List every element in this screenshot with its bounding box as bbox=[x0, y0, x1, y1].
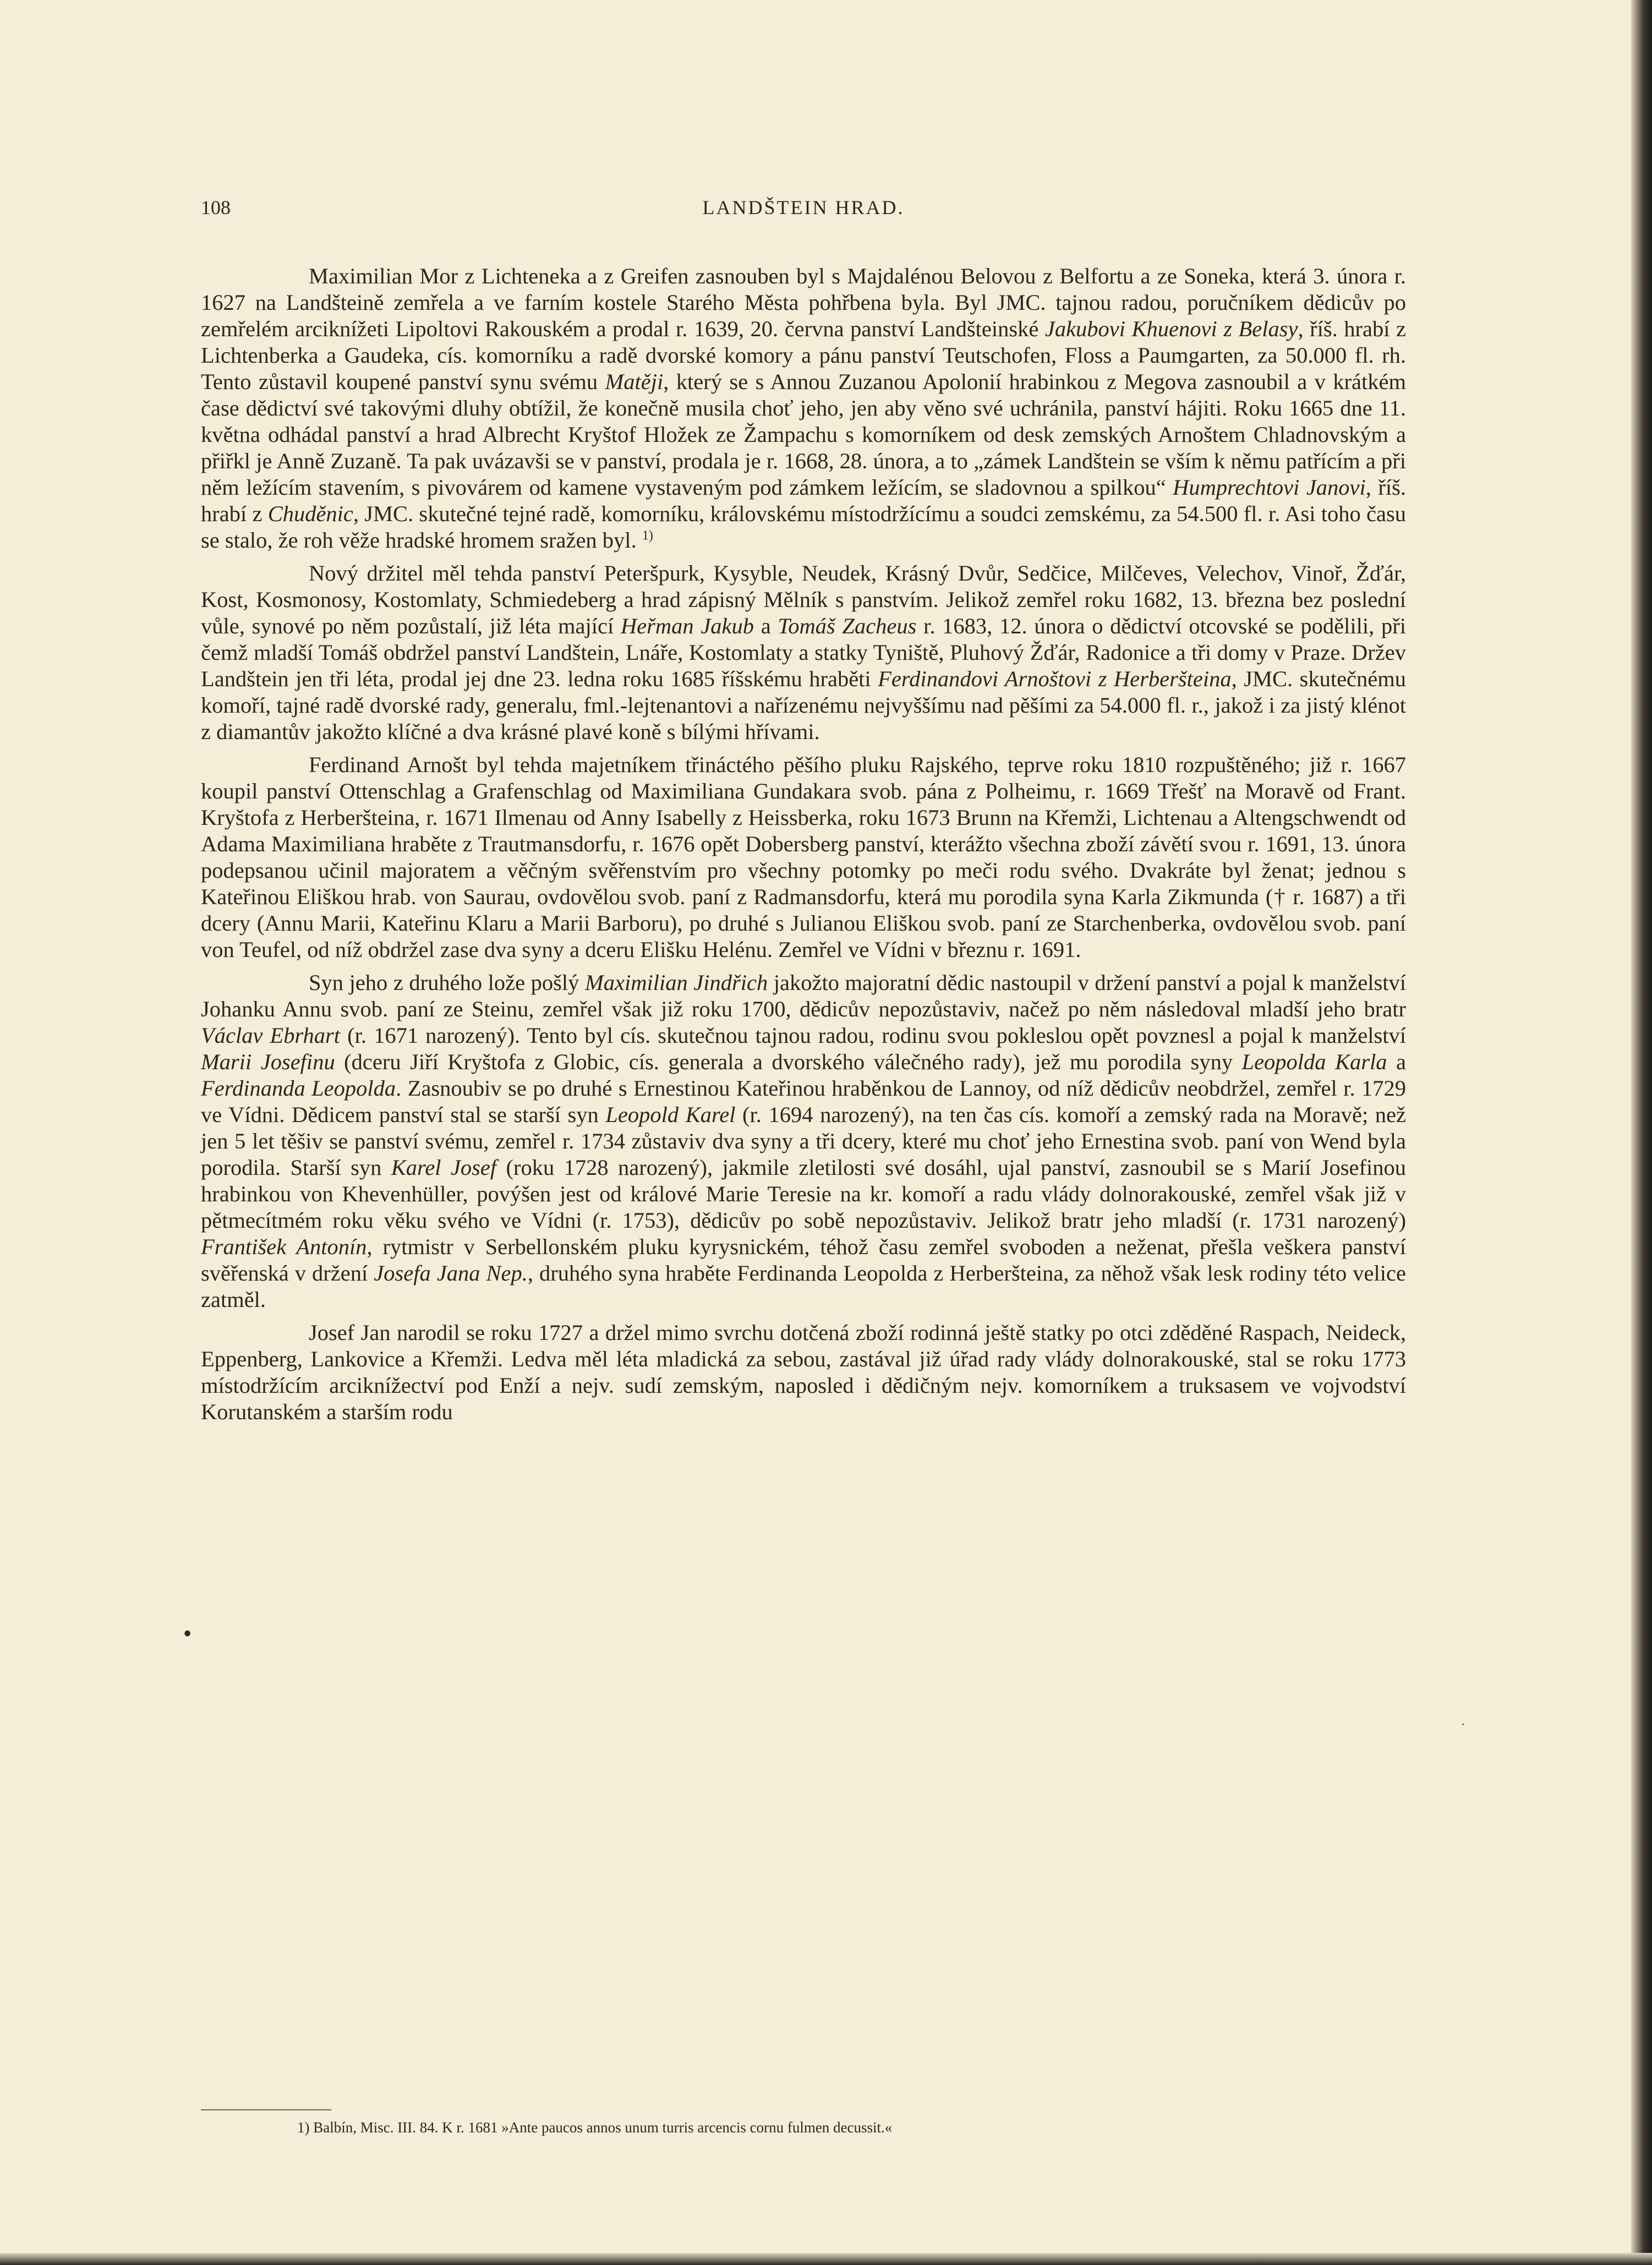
text-run: . Zasnoubiv se po druhé s Ernestinou Kateřinou hraběnkou de Lannoy, od níž dědicův neobdržel, zemřel r. 1729 ve Vídni. Dědicem panství stal se starší syn bbox=[201, 1076, 1406, 1127]
italic-name: Matěji bbox=[605, 369, 664, 394]
text-run: a bbox=[754, 614, 778, 638]
paragraph bbox=[201, 263, 1406, 554]
text-run: r. 1683, 12. února o dědictví otcovské se podělili, při čemž mladší Tomáš obdržel panství Landštein, Lnáře, Kostomlaty a statky Tyniště, Pluhový Žďár, Radonice a tři domy v Praze. Držev Landštein jen tři léta, prodal jej dne 23. ledna roku 1685 říšskému hraběti bbox=[201, 614, 1406, 691]
margin-mark: · bbox=[1461, 1717, 1465, 1732]
italic-name: Tomáš Zacheus bbox=[778, 614, 917, 638]
text-run: , JMC. skutečnému komoří, tajné radě dvorské rady, generalu, fml.-lejtenantovi a nařízenému nejvyššímu nad pěšími za 54.000 fl. r., jakož i za jistý klénot z diamantův jakožto klíčné a dva krásné plavé koně s bílými hřívami. bbox=[201, 666, 1406, 744]
page-edge-right bbox=[1631, 0, 1652, 2265]
text-run: Syn jeho z druhého lože pošlý bbox=[309, 970, 585, 995]
italic-name: Václav Ebrhart bbox=[201, 1023, 341, 1048]
text-run: (roku 1728 narozený), jakmile zletilosti své dosáhl, ujal panství, zasnoubil se s Marií Josefinou hrabinkou von Khevenhüller, povýšen jest od králové Marie Teresie na kr. komoří a radu vlády dolnorakouské, zemřel však již v pětmecítmém roku věku svého ve Vídni (r. 1753), dědicův po sobě nepozůstaviv. Jelikož bratr jeho mladší (r. 1731 narozený) bbox=[201, 1155, 1406, 1233]
italic-name: Ferdinandovi Arnoštovi z Herberšteina bbox=[878, 666, 1232, 691]
italic-name: Heřman Jakub bbox=[620, 614, 754, 638]
italic-name: Leopolda Karla bbox=[1241, 1049, 1387, 1074]
text-run: (dceru Jiří Kryštofa z Globic, cís. generala a dvorského válečného rady), jež mu porodila syny bbox=[335, 1049, 1242, 1074]
margin-dot: • bbox=[182, 1623, 194, 1646]
footnote-text: Balbín, Misc. III. 84. K r. 1681 »Ante paucos annos unum turris arcencis cornu fulmen decussit.« bbox=[313, 2119, 893, 2136]
text-run: a bbox=[1387, 1049, 1406, 1074]
italic-name: Leopold Karel bbox=[605, 1102, 736, 1127]
body-text bbox=[201, 263, 1406, 1432]
running-head: LANDŠTEIN HRAD. bbox=[702, 196, 905, 218]
footnote-ref: 1) bbox=[642, 528, 653, 543]
italic-name: František Antonín bbox=[201, 1234, 367, 1259]
page-edge-bottom bbox=[0, 2253, 1652, 2265]
paragraph bbox=[201, 1320, 1406, 1425]
page-number: 108 bbox=[201, 196, 231, 218]
text-run: Ferdinand Arnošt byl tehda majetníkem třináctého pěšího pluku Rajského, teprve roku 1810 rozpuštěného; již r. 1667 koupil panství Ottenschlag a Grafenschlag od Maximiliana Gundakara svob. pána z Polheimu, r. 1669 Třešť na Moravě od Frant. Kryštofa z Herberšteina, r. 1671 Ilmenau od Anny Isabelly z Heissberka, roku 1673 Brunn na Křemži, Lichtenau a Altengschwendt od Adama Maximiliana hraběte z Trautmansdorfu, r. 1676 opět Dobersberg panství, kterážto všechna zboží závětí svou r. 1691, 13. února podepsanou učinil majoratem a věčným svěřenstvím pro všechny potomky po meči rodu svého. Dvakráte byl ženat; jednou s Kateřinou Eliškou hrab. von Saurau, ovdovělou svob. paní z Radmansdorfu, která mu porodila syna Karla Zikmunda († r. 1687) a tři dcery (Annu Marii, Kateřinu Klaru a Marii Barboru), po druhé s Julianou Eliškou svob. paní ze Starchenberka, ovdovělou svob. paní von Teufel, od níž obdržel zase dva syny a dceru Elišku Helénu. Zemřel ve Vídni v březnu r. 1691. bbox=[201, 752, 1406, 962]
text-run: jakožto majoratní dědic nastoupil v držení panství a pojal k manželství Johanku Annu svob. paní ze Steinu, zemřel však již roku 1700, dědicův nepozůstaviv, načež po něm následoval mladší jeho bratr bbox=[201, 970, 1407, 1021]
text-run: (r. 1671 narozený). Tento byl cís. skutečnou tajnou radou, rodinu svou pokleslou opět povznesl a pojal k manželství bbox=[340, 1023, 1406, 1048]
paragraph bbox=[201, 752, 1406, 963]
text-run: , rytmistr v Serbellonském pluku kyrysnickém, téhož času zemřel svoboden a neženat, přešla veškera panství svěřenská v držení bbox=[201, 1234, 1406, 1285]
text-run: Maximilian Mor z Lichteneka a z Greifen zasnouben byl s Majdalénou Belovou z Belfortu a ze Soneka, která 3. února r. 1627 na Landšteině zemřela a ve farním kostele Starého Města pohřbena byla. Byl JMC. tajnou radou, poručníkem dědicův po zemřelém arciknížeti Lipoltovi Rakouském a prodal r. 1639, 20. června panství Landšteinské bbox=[201, 264, 1406, 341]
footnote-rule bbox=[201, 2109, 331, 2110]
text-run: , druhého syna hraběte Ferdinanda Leopolda z Herberšteina, za něhož však lesk rodiny této velice zatměl. bbox=[201, 1261, 1406, 1312]
italic-name: Josefa Jana Nep. bbox=[374, 1261, 528, 1285]
italic-name: Karel Josef bbox=[391, 1155, 497, 1180]
page-header bbox=[201, 196, 1406, 229]
italic-name: Humprechtovi Janovi bbox=[1173, 475, 1366, 500]
text-run: (r. 1694 narozený), na ten čas cís. komoří a zemský rada na Moravě; než jen 5 let těšiv se panství svému, zemřel r. 1734 zůstaviv dva syny a tři dcery, které mu choť jeho Ernestina svob. paní von Wend byla porodila. Starší syn bbox=[201, 1102, 1406, 1180]
italic-name: Jakubovi Khuenovi z Belasy bbox=[1044, 316, 1298, 341]
paragraph bbox=[201, 970, 1406, 1313]
text-run: Nový držitel měl tehda panství Peteršpurk, Kysyble, Neudek, Krásný Dvůr, Sedčice, Milčeves, Velechov, Vinoř, Žďár, Kost, Kosmonosy, Kostomlaty, Schmiedeberg a hrad zápisný Mělník s panstvím. Jelikož zemřel roku 1682, 13. března bez poslední vůle, synové po něm pozůstalí, již léta mající bbox=[201, 561, 1406, 638]
text-run: , který se s Annou Zuzanou Apolonií hrabinkou z Megova zasnoubil a v krátkém čase dědictví své takovými dluhy obtížil, že konečně musila choť jeho, jen aby věno své uchránila, panství hájiti. Roku 1665 dne 11. května odhádal panství a hrad Albrecht Kryštof Hložek ze Žampachu s komorníkem od desk zemských Arnoštem Chladnovským a přiřkl je Anně Zuzaně. Ta pak uvázavši se v panství, prodala je r. 1668, 28. února, a to „zámek Landštein se vším k němu patřícím a při něm ležícím stavením, s pivovárem od kamene vystaveným pod zámkem ležícím, se sladovnou a spilkou“ bbox=[201, 369, 1406, 500]
italic-name: Maximilian Jindřich bbox=[584, 970, 768, 995]
footnote-marker: 1) bbox=[297, 2119, 310, 2136]
italic-name: Ferdinanda Leopolda bbox=[201, 1076, 396, 1101]
italic-name: Chuděnic bbox=[267, 501, 353, 526]
italic-name: Marii Josefinu bbox=[201, 1049, 335, 1074]
text-run: , říš. hrabí z Lichtenberka a Gaudeka, cís. komorníku a radě dvorské komory a pánu panství Teutschofen, Floss a Paumgarten, za 50.000 fl. rh. Tento zůstavil koupené panství synu svému bbox=[201, 316, 1406, 394]
text-run: , JMC. skutečné tejné radě, komorníku, královskému místodržícímu a soudci zemskému, za 54.500 fl. r. Asi toho času se stalo, že roh věže hradské hromem sražen byl. bbox=[201, 501, 1406, 552]
paragraph bbox=[201, 560, 1406, 745]
footnote bbox=[297, 2119, 1288, 2136]
text-run: , říš. hrabí z bbox=[201, 475, 1407, 526]
text-run: Josef Jan narodil se roku 1727 a držel mimo svrchu dotčená zboží rodinná ještě statky po otci zděděné Raspach, Neideck, Eppenberg, Lankovice a Křemži. Ledva měl léta mladická za sebou, zastával již úřad rady vlády dolnorakouské, stal se roku 1773 místodržícím arciknížectví pod Enží a nejv. sudí zemským, naposled i dědičným nejv. komorníkem a truksasem ve vojvodství Korutanském a starším rodu bbox=[201, 1320, 1406, 1424]
